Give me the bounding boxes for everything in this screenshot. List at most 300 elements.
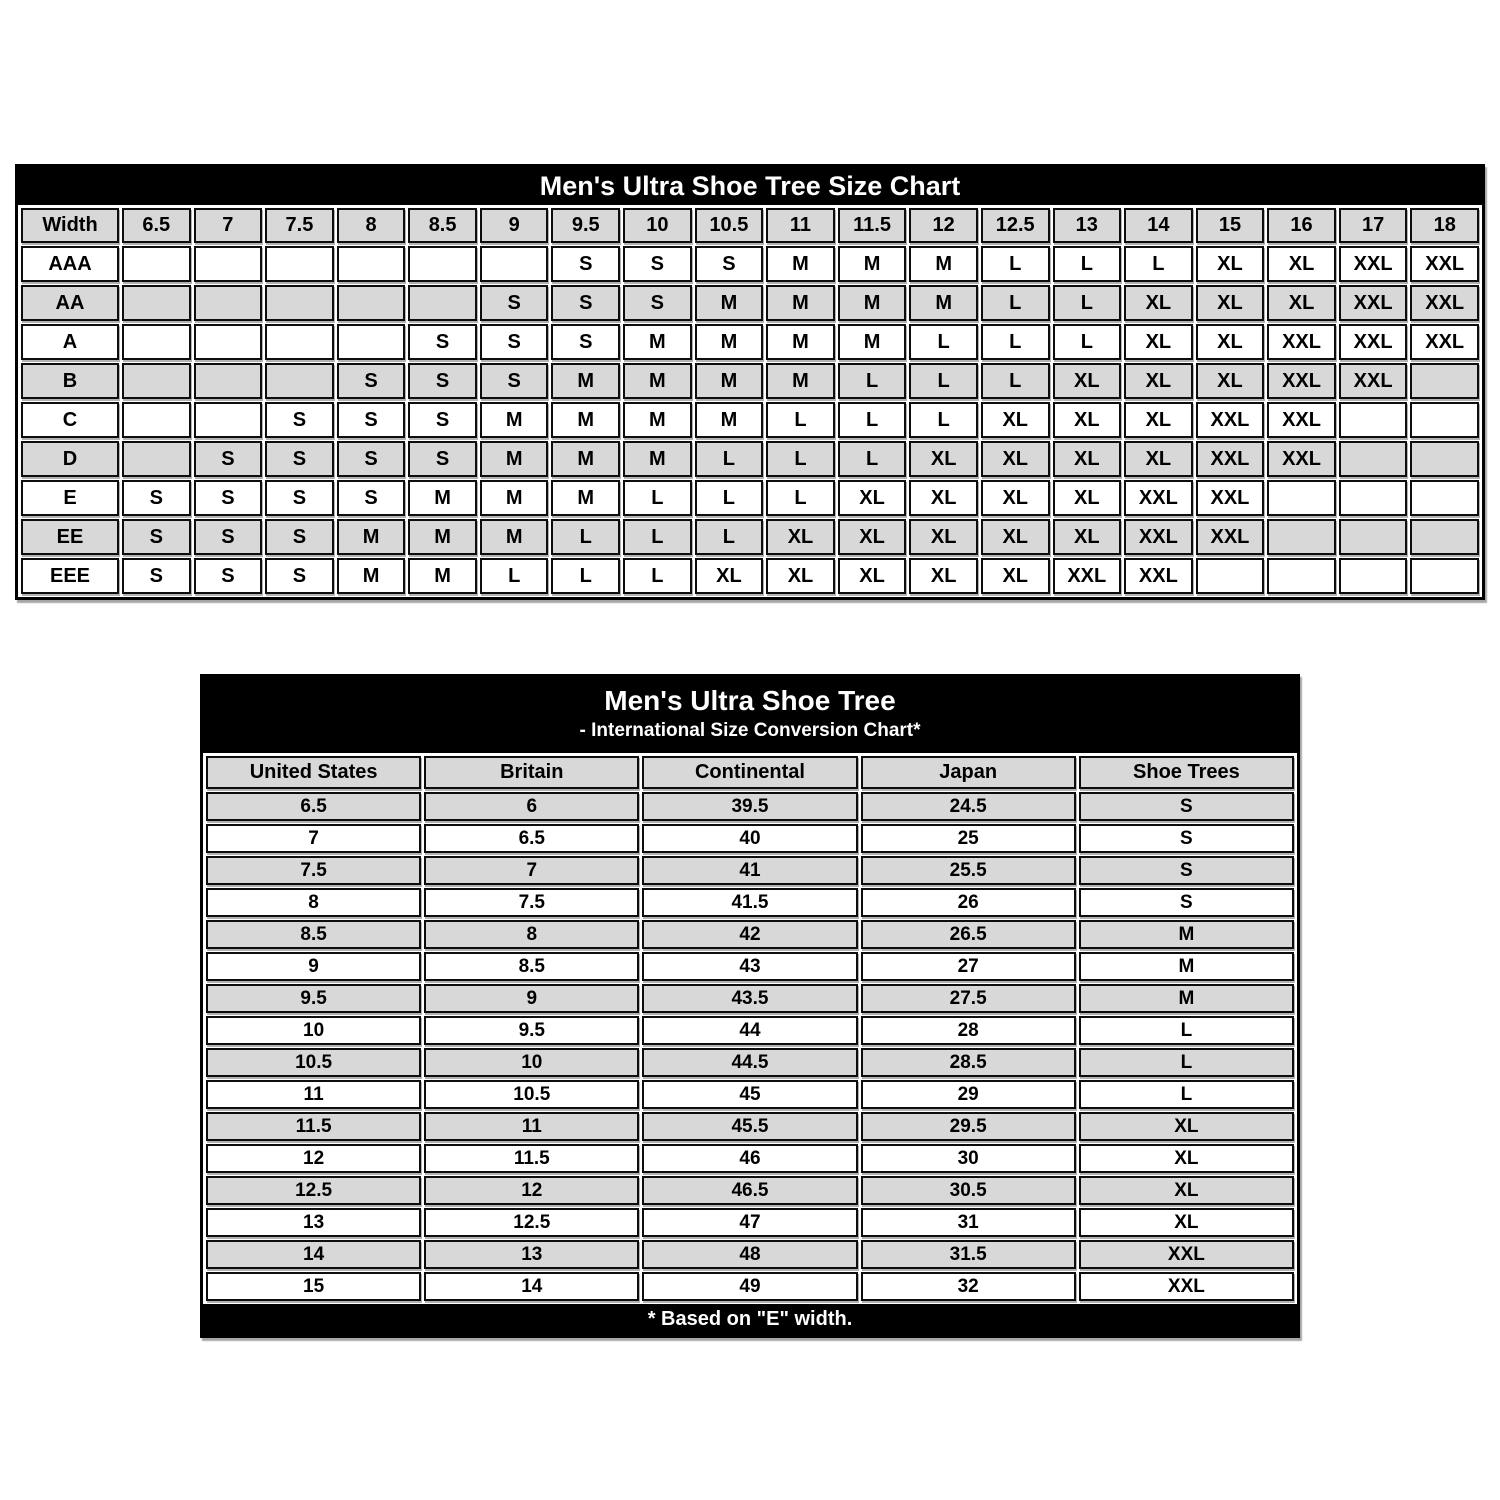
value-cell [122,402,191,438]
value-cell: 6.5 [424,824,639,853]
value-cell [1196,558,1265,594]
value-cell: 41.5 [642,888,857,917]
value-cell: 24.5 [861,792,1076,821]
value-cell: XL [1053,519,1122,555]
column-header-cell: 16 [1267,208,1336,243]
value-cell: XXL [1267,324,1336,360]
value-cell: XL [838,558,907,594]
row-label-cell: 7 [206,824,421,853]
value-cell: 46 [642,1144,857,1173]
value-cell: M [1079,920,1294,949]
value-cell: XXL [1339,324,1408,360]
value-cell: S [408,324,477,360]
header-row [21,208,1479,243]
size-chart-grid [18,205,1482,597]
value-cell: XL [981,558,1050,594]
value-cell: L [766,402,835,438]
value-cell: XXL [1196,480,1265,516]
value-cell: XL [695,558,764,594]
value-cell: 9 [424,984,639,1013]
value-cell: XXL [1196,441,1265,477]
value-cell: S [408,402,477,438]
value-cell: M [766,246,835,282]
column-header-cell: 18 [1410,208,1479,243]
table-row [206,952,1294,981]
value-cell [1339,519,1408,555]
value-cell [265,246,334,282]
value-cell: XXL [1339,363,1408,399]
value-cell: M [1079,952,1294,981]
value-cell: M [480,480,549,516]
row-label-cell: 15 [206,1272,421,1301]
table-row [21,402,1479,438]
column-header-cell: 14 [1124,208,1193,243]
value-cell: 48 [642,1240,857,1269]
value-cell: M [1079,984,1294,1013]
value-cell: XL [909,480,978,516]
row-label-cell: 12.5 [206,1176,421,1205]
value-cell [122,363,191,399]
column-header-cell: 11.5 [838,208,907,243]
value-cell: S [265,519,334,555]
column-header-cell: 6.5 [122,208,191,243]
table-row [206,984,1294,1013]
row-label-cell: 9.5 [206,984,421,1013]
value-cell: XL [1053,480,1122,516]
table-row [206,888,1294,917]
value-cell: XL [1124,441,1193,477]
value-cell [122,441,191,477]
value-cell: L [981,324,1050,360]
value-cell [337,324,406,360]
value-cell [1410,519,1479,555]
value-cell [1339,441,1408,477]
value-cell: S [408,441,477,477]
row-label-cell: 12 [206,1144,421,1173]
value-cell: L [695,480,764,516]
value-cell: L [480,558,549,594]
value-cell: S [337,441,406,477]
column-header-cell: 8 [337,208,406,243]
value-cell: S [122,480,191,516]
value-cell: S [265,441,334,477]
value-cell: 8 [424,920,639,949]
value-cell: L [1079,1048,1294,1077]
value-cell: L [981,363,1050,399]
value-cell: XL [981,402,1050,438]
column-header-cell: 10.5 [695,208,764,243]
value-cell: S [480,324,549,360]
value-cell: S [1079,856,1294,885]
value-cell: S [551,324,620,360]
value-cell: XL [981,441,1050,477]
value-cell: XL [1079,1176,1294,1205]
value-cell: 28.5 [861,1048,1076,1077]
table-row [21,285,1479,321]
row-label-cell: 13 [206,1208,421,1237]
value-cell [194,363,263,399]
value-cell [122,246,191,282]
row-label-cell: 9 [206,952,421,981]
value-cell [1410,441,1479,477]
column-header-cell: Britain [424,756,639,789]
value-cell [194,285,263,321]
value-cell: L [909,324,978,360]
value-cell [265,324,334,360]
value-cell: XL [1079,1112,1294,1141]
value-cell: S [265,558,334,594]
value-cell: M [337,519,406,555]
conversion-table [200,674,1300,1338]
value-cell: 27 [861,952,1076,981]
value-cell: L [1053,246,1122,282]
value-cell: XL [1267,246,1336,282]
value-cell: M [551,480,620,516]
row-label-cell: 7.5 [206,856,421,885]
row-label-cell: C [21,402,119,438]
value-cell: L [766,441,835,477]
column-header-cell: 10 [623,208,692,243]
value-cell: M [766,285,835,321]
value-cell: L [623,558,692,594]
value-cell: 29 [861,1080,1076,1109]
value-cell: M [695,363,764,399]
value-cell: 46.5 [642,1176,857,1205]
value-cell: S [194,480,263,516]
row-label-cell: 14 [206,1240,421,1269]
value-cell [122,285,191,321]
value-cell: 47 [642,1208,857,1237]
value-cell: XXL [1196,402,1265,438]
column-header-cell: Continental [642,756,857,789]
value-cell: 28 [861,1016,1076,1045]
row-label-cell: 6.5 [206,792,421,821]
value-cell: S [551,285,620,321]
table-row [206,1144,1294,1173]
value-cell: M [408,519,477,555]
value-cell: XXL [1124,480,1193,516]
value-cell: L [1079,1080,1294,1109]
row-label-cell: 11 [206,1080,421,1109]
value-cell: 10 [424,1048,639,1077]
value-cell: 25 [861,824,1076,853]
value-cell [265,285,334,321]
value-cell: XL [1053,402,1122,438]
value-cell: M [337,558,406,594]
value-cell: M [551,441,620,477]
value-cell [337,285,406,321]
column-header-cell: 12.5 [981,208,1050,243]
value-cell [194,402,263,438]
value-cell [1339,402,1408,438]
value-cell: M [480,441,549,477]
value-cell: 30 [861,1144,1076,1173]
value-cell: S [1079,824,1294,853]
value-cell: 31.5 [861,1240,1076,1269]
value-cell: 44 [642,1016,857,1045]
table-row [206,792,1294,821]
value-cell: S [480,285,549,321]
table-row [21,558,1479,594]
value-cell: S [623,285,692,321]
value-cell: 11.5 [424,1144,639,1173]
value-cell: L [1053,324,1122,360]
value-cell: XL [766,519,835,555]
value-cell [480,246,549,282]
value-cell: XXL [1339,285,1408,321]
value-cell: S [1079,792,1294,821]
value-cell: L [551,558,620,594]
value-cell: 7.5 [424,888,639,917]
value-cell: XXL [1079,1240,1294,1269]
value-cell: XXL [1124,519,1193,555]
table-row [21,324,1479,360]
value-cell: M [623,324,692,360]
value-cell: XL [1124,285,1193,321]
value-cell: M [408,558,477,594]
value-cell: 43 [642,952,857,981]
value-cell: S [695,246,764,282]
row-label-cell: E [21,480,119,516]
value-cell: 45.5 [642,1112,857,1141]
header-row [206,756,1294,789]
table-row [21,480,1479,516]
value-cell: S [194,441,263,477]
column-header-cell: 12 [909,208,978,243]
value-cell: S [551,246,620,282]
value-cell [1267,558,1336,594]
value-cell: M [695,402,764,438]
value-cell: L [838,441,907,477]
value-cell [1410,558,1479,594]
value-cell: S [122,558,191,594]
value-cell: M [695,324,764,360]
value-cell: 9.5 [424,1016,639,1045]
table-row [206,1208,1294,1237]
column-header-cell: 8.5 [408,208,477,243]
column-header-cell: 9 [480,208,549,243]
value-cell: 7 [424,856,639,885]
value-cell: 29.5 [861,1112,1076,1141]
row-label-cell: A [21,324,119,360]
value-cell: 31 [861,1208,1076,1237]
value-cell: 45 [642,1080,857,1109]
value-cell: M [838,324,907,360]
value-cell: 43.5 [642,984,857,1013]
value-cell: S [480,363,549,399]
value-cell: 6 [424,792,639,821]
value-cell: 42 [642,920,857,949]
value-cell: XXL [1053,558,1122,594]
value-cell: XXL [1267,402,1336,438]
value-cell: S [408,363,477,399]
value-cell: M [623,402,692,438]
value-cell: L [838,402,907,438]
value-cell: M [480,519,549,555]
table-row [206,824,1294,853]
value-cell: XL [1196,246,1265,282]
conversion-subtitle: - International Size Conversion Chart* [579,720,921,741]
size-chart-title: Men's Ultra Shoe Tree Size Chart [18,167,1482,205]
value-cell: XL [1079,1144,1294,1173]
value-cell: XXL [1339,246,1408,282]
value-cell: XXL [1267,363,1336,399]
value-cell: XL [909,441,978,477]
value-cell: S [265,480,334,516]
value-cell: M [766,363,835,399]
value-cell [1410,363,1479,399]
row-label-cell: D [21,441,119,477]
value-cell: S [337,402,406,438]
value-cell: XL [1053,363,1122,399]
table-row [21,363,1479,399]
value-cell: 8.5 [424,952,639,981]
table-row [21,246,1479,282]
value-cell: XL [1267,285,1336,321]
value-cell: 32 [861,1272,1076,1301]
value-cell [1339,480,1408,516]
value-cell: XXL [1410,324,1479,360]
row-label-cell: B [21,363,119,399]
value-cell: L [1053,285,1122,321]
value-cell: XL [1124,363,1193,399]
value-cell: 12 [424,1176,639,1205]
table-row [21,519,1479,555]
table-row [206,856,1294,885]
value-cell: M [838,285,907,321]
column-header-cell: 13 [1053,208,1122,243]
value-cell: M [408,480,477,516]
row-label-cell: AA [21,285,119,321]
table-row [206,1112,1294,1141]
table-row [21,441,1479,477]
value-cell: XL [1196,363,1265,399]
value-cell: XXL [1079,1272,1294,1301]
value-cell: XL [1196,324,1265,360]
value-cell: 44.5 [642,1048,857,1077]
value-cell: L [1079,1016,1294,1045]
value-cell [1339,558,1408,594]
row-label-cell: 10 [206,1016,421,1045]
table-row [206,1272,1294,1301]
value-cell: XXL [1196,519,1265,555]
value-cell: XL [909,558,978,594]
value-cell [194,324,263,360]
value-cell: S [623,246,692,282]
table-row [206,1080,1294,1109]
value-cell: XL [909,519,978,555]
row-label-cell: EE [21,519,119,555]
value-cell: L [909,363,978,399]
conversion-grid [203,753,1297,1304]
row-label-cell: 8 [206,888,421,917]
value-cell: XL [1124,402,1193,438]
column-header-cell: United States [206,756,421,789]
value-cell [1410,402,1479,438]
value-cell: 41 [642,856,857,885]
row-label-cell: AAA [21,246,119,282]
value-cell [122,324,191,360]
value-cell: XL [981,519,1050,555]
column-header-cell: Japan [861,756,1076,789]
value-cell: M [551,402,620,438]
value-cell: 10.5 [424,1080,639,1109]
value-cell: L [1124,246,1193,282]
value-cell: L [981,285,1050,321]
value-cell: S [194,519,263,555]
value-cell: XL [981,480,1050,516]
value-cell: XL [766,558,835,594]
value-cell: 11 [424,1112,639,1141]
value-cell: 25.5 [861,856,1076,885]
value-cell: L [695,441,764,477]
column-header-cell: 7 [194,208,263,243]
value-cell [1410,480,1479,516]
conversion-title-block [203,677,1297,753]
column-header-cell: Width [21,208,119,243]
value-cell [194,246,263,282]
table-row [206,1176,1294,1205]
value-cell: S [265,402,334,438]
row-label-cell: 11.5 [206,1112,421,1141]
table-row [206,1048,1294,1077]
value-cell: XXL [1410,285,1479,321]
value-cell: 12.5 [424,1208,639,1237]
value-cell: M [551,363,620,399]
value-cell: XL [838,519,907,555]
value-cell: L [981,246,1050,282]
value-cell: M [909,285,978,321]
value-cell: L [838,363,907,399]
size-chart-table [15,164,1485,600]
value-cell: L [623,480,692,516]
value-cell: S [194,558,263,594]
value-cell: XXL [1410,246,1479,282]
table-row [206,1240,1294,1269]
value-cell: XL [1196,285,1265,321]
value-cell: XXL [1124,558,1193,594]
value-cell [265,363,334,399]
value-cell: S [337,480,406,516]
value-cell [337,246,406,282]
value-cell: 30.5 [861,1176,1076,1205]
value-cell: M [766,324,835,360]
value-cell: M [623,363,692,399]
value-cell: M [695,285,764,321]
value-cell: 26 [861,888,1076,917]
column-header-cell: 9.5 [551,208,620,243]
value-cell: XL [1079,1208,1294,1237]
value-cell: M [480,402,549,438]
conversion-title: Men's Ultra Shoe Tree [604,685,896,716]
conversion-footnote: * Based on "E" width. [203,1304,1297,1335]
row-label-cell: EEE [21,558,119,594]
value-cell [408,246,477,282]
value-cell: L [695,519,764,555]
value-cell: L [909,402,978,438]
column-header-cell: Shoe Trees [1079,756,1294,789]
value-cell: L [766,480,835,516]
value-cell: 13 [424,1240,639,1269]
row-label-cell: 8.5 [206,920,421,949]
column-header-cell: 15 [1196,208,1265,243]
table-row [206,1016,1294,1045]
value-cell: M [909,246,978,282]
table-row [206,920,1294,949]
value-cell: M [623,441,692,477]
value-cell [1267,480,1336,516]
value-cell: 14 [424,1272,639,1301]
